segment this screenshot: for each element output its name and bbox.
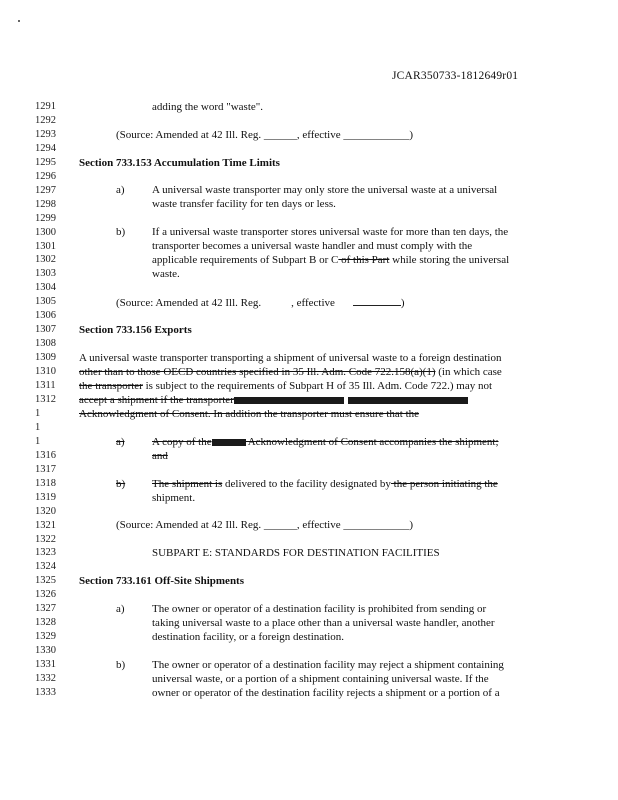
line-number: 1308 xyxy=(35,338,56,350)
line-number: 1302 xyxy=(35,254,56,266)
text-1311-b: is subject to the requirements of Subpart H of 35 Ill. Adm. Code 722.) may not xyxy=(142,380,493,392)
text-1318-b: delivered to the facility designated by xyxy=(222,478,391,490)
line-number: 1 xyxy=(35,435,41,447)
line-number: 1325 xyxy=(35,575,56,587)
line-number: 1316 xyxy=(35,449,56,461)
text-line-1316: and xyxy=(152,450,168,462)
line-number: 1292 xyxy=(35,115,56,126)
text-1302-b: while storing the universal xyxy=(389,254,510,266)
line-number: 1293 xyxy=(35,128,56,140)
text-line-1327: The owner or operator of a destination facility is prohibited from sending or xyxy=(152,603,487,615)
text-line-1297: A universal waste transporter may only store the universal waste at a universal xyxy=(152,184,498,196)
struck-text-person-initiating: the person initiating the xyxy=(390,478,498,490)
line-number: 1323 xyxy=(35,547,56,559)
line-number: 1305 xyxy=(35,296,56,308)
text-line-1300: If a universal waste transporter stores universal waste for more than ten days, the xyxy=(152,226,509,238)
line-number: 1318 xyxy=(35,477,56,489)
source-note-1: (Source: Amended at 42 Ill. Reg. ______, effective ____________) xyxy=(116,129,414,141)
item-label-offsite-a: a) xyxy=(116,603,125,615)
line-number: 1330 xyxy=(35,645,56,656)
line-number: 1300 xyxy=(35,226,56,238)
line-number: 1331 xyxy=(35,659,56,670)
line-number: 1333 xyxy=(35,686,56,698)
source-2-b: , effective xyxy=(291,297,335,309)
text-line-1310 xyxy=(79,366,502,379)
line-number: 1324 xyxy=(35,561,56,573)
text-1302-a: applicable requirements of Subpart B or C xyxy=(152,254,339,266)
text-line-1329: destination facility, or a foreign destination. xyxy=(152,631,345,643)
line-number: 1327 xyxy=(35,603,56,615)
line-number: 1322 xyxy=(35,533,56,545)
text-line-1302 xyxy=(152,254,509,267)
text-line-1333: owner or operator of the destination facility rejects a shipment or a portion of a xyxy=(152,687,500,699)
line-number: 1294 xyxy=(35,142,56,154)
line-number: 1306 xyxy=(35,310,56,322)
text-line-1309: A universal waste transporter transporting a shipment of universal waste to a foreign destination xyxy=(79,352,502,364)
item-label-a: a) xyxy=(116,184,125,196)
document-id: JCAR350733-1812649r01 xyxy=(392,70,519,82)
line-number: 1329 xyxy=(35,631,56,643)
text-line-1298: waste transfer facility for ten days or less. xyxy=(152,198,336,210)
line-number: 1304 xyxy=(35,282,56,294)
line-number: 1328 xyxy=(35,617,56,629)
line-number: 1291 xyxy=(35,101,56,112)
struck-text-oecd: other than to those OECD countries specified in 35 Ill. Adm. Code 722.158(a)(1) xyxy=(79,366,436,378)
text-1310-b: (in which case xyxy=(435,366,502,378)
source-2-a: (Source: Amended at 42 Ill. Reg. xyxy=(116,297,262,309)
text-line-1332: universal waste, or a portion of a shipment containing universal waste. If the xyxy=(152,673,489,685)
line-number: 1310 xyxy=(35,366,56,378)
line-number: 1319 xyxy=(35,491,56,503)
line-number: 1311 xyxy=(35,380,56,391)
text-line-1301: transporter becomes a universal waste handler and must comply with the xyxy=(152,240,473,252)
text-line-1315 xyxy=(152,436,499,449)
source-note-3: (Source: Amended at 42 Ill. Reg. ______, effective ____________) xyxy=(116,519,414,531)
struck-text-transporter: the transporter xyxy=(79,380,143,392)
line-number: 1303 xyxy=(35,268,56,280)
struck-text-accept-shipment: accept a shipment if the transporter xyxy=(79,394,234,406)
item-label-export-b: b) xyxy=(116,478,126,490)
text-line-1312 xyxy=(79,394,468,407)
line-number: 1299 xyxy=(35,212,56,224)
line-number: 1307 xyxy=(35,324,56,336)
text-line-1313: Acknowledgment of Consent. In addition the transporter must ensure that the xyxy=(79,408,420,420)
text-line-1319: shipment. xyxy=(152,492,196,504)
text-line-1291: adding the word "waste". xyxy=(152,101,264,113)
text-line-1318 xyxy=(152,478,498,491)
line-number: 1 xyxy=(35,407,41,419)
section-733-156-title: Section 733.156 Exports xyxy=(79,324,192,336)
source-2-c: ) xyxy=(400,297,405,309)
line-number: 1301 xyxy=(35,240,56,252)
text-line-1303: waste. xyxy=(152,268,180,280)
item-label-offsite-b: b) xyxy=(116,659,126,671)
subpart-e-heading: SUBPART E: STANDARDS FOR DESTINATION FACILITIES xyxy=(152,547,440,559)
line-number: 1312 xyxy=(35,393,56,405)
line-number: 1309 xyxy=(35,352,56,364)
line-number: 1 xyxy=(35,421,41,433)
redaction-bar xyxy=(212,439,246,446)
line-number: 1320 xyxy=(35,505,56,517)
scan-speck xyxy=(18,20,20,22)
line-number: 1297 xyxy=(35,184,56,196)
item-label-b: b) xyxy=(116,226,126,238)
struck-text-shipment-is: The shipment is xyxy=(152,478,223,490)
redaction-bar xyxy=(234,397,344,404)
text-1315-a: A copy of the xyxy=(152,436,212,448)
struck-text-of-this-part: of this Part xyxy=(338,254,390,266)
section-733-153-title: Section 733.153 Accumulation Time Limits xyxy=(79,157,280,169)
line-number: 1321 xyxy=(35,519,56,531)
line-number: 1332 xyxy=(35,672,56,684)
line-number: 1326 xyxy=(35,589,56,601)
source-note-2 xyxy=(116,296,405,310)
line-number: 1317 xyxy=(35,463,56,475)
redaction-bar xyxy=(348,397,468,404)
text-line-1311 xyxy=(79,380,492,393)
item-label-export-a: a) xyxy=(116,436,125,448)
line-number: 1295 xyxy=(35,156,56,168)
text-line-1331: The owner or operator of a destination facility may reject a shipment containing xyxy=(152,659,504,671)
line-number: 1296 xyxy=(35,170,56,182)
text-1315-b: Acknowledgment of Consent accompanies the shipment; xyxy=(245,436,499,448)
text-line-1328: taking universal waste to a place other than a universal waste handler, another xyxy=(152,617,495,629)
section-733-161-title: Section 733.161 Off-Site Shipments xyxy=(79,575,244,587)
line-number: 1298 xyxy=(35,198,56,210)
